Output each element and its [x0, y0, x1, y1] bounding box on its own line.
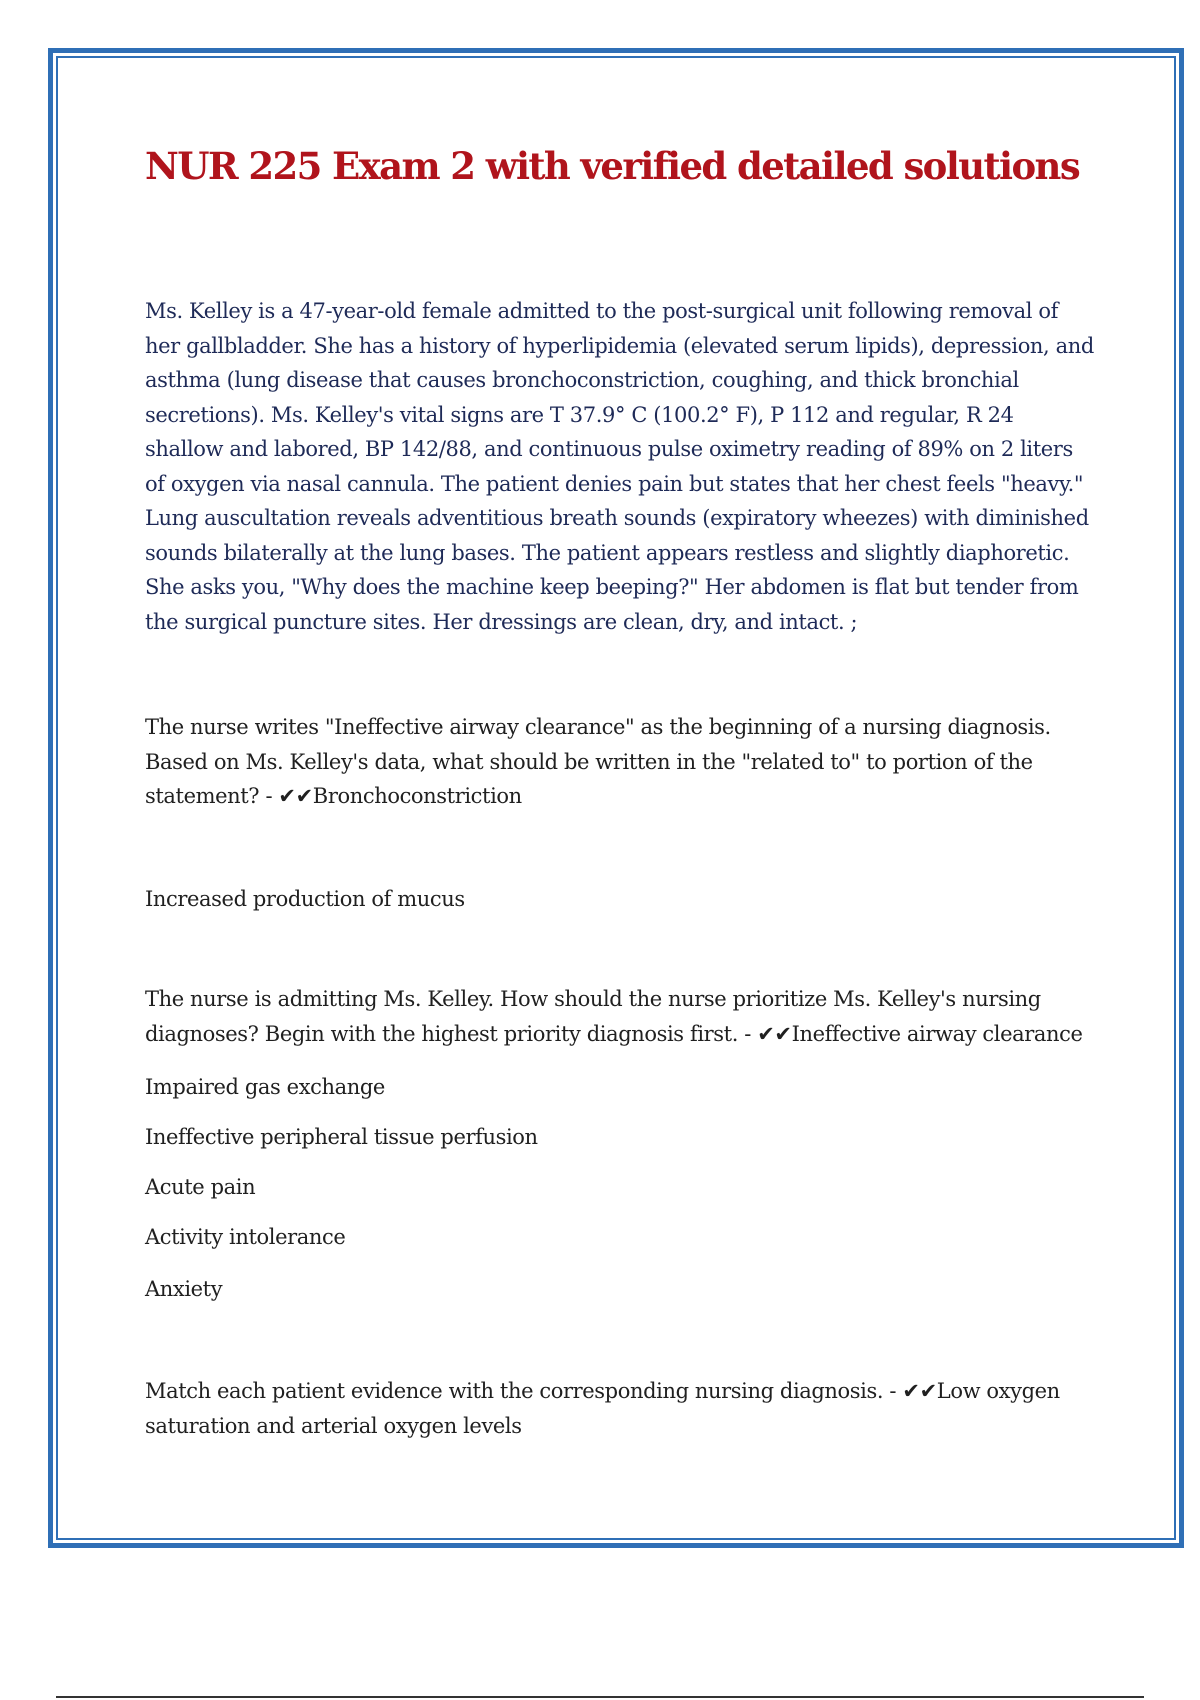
question-3: Match each patient evidence with the corresponding nursing diagnosis. - ✔✔Low oxygen saturation and arterial oxygen levels [145, 1379, 1060, 1438]
priority-list-item: Ineffective peripheral tissue perfusion [145, 1125, 538, 1149]
question-1-extra-answer: Increased production of mucus [145, 887, 465, 911]
priority-list-item: Activity intolerance [145, 1225, 346, 1249]
question-1: The nurse writes "Ineffective airway clearance" as the beginning of a nursing diagnosis. Based on Ms. Kelley's data, what should be written in the "related to" to portion of the statement? - ✔✔Bronchoconstriction [145, 715, 1051, 808]
priority-list-item: Impaired gas exchange [145, 1075, 385, 1099]
case-scenario: Ms. Kelley is a 47-year-old female admitted to the post-surgical unit following removal of her gallbladder. She has a history of hyperlipidemia (elevated serum lipids), depression, and asthma (lung disease that causes bronchoconstriction, coughing, and thick bronchial secretions). Ms. Kelley's vital signs are T 37.9° C (100.2° F), P 112 and regular, R 24 shallow and labored, BP 142/88, and continuous pulse oximetry reading of 89% on 2 liters of oxygen via nasal cannula. The patient denies pain but states that her chest feels "heavy." Lung auscultation reveals adventitious breath sounds (expiratory wheezes) with diminished sounds bilaterally at the lung bases. The patient appears restless and slightly diaphoretic. She asks you, "Why does the machine keep beeping?" Her abdomen is flat but tender from the surgical puncture sites. Her dressings are clean, dry, and intact. ; [145, 299, 1094, 634]
priority-list-item: Acute pain [145, 1175, 256, 1199]
priority-list-item: Anxiety [145, 1277, 223, 1301]
footer-divider [56, 1696, 1144, 1698]
question-2: The nurse is admitting Ms. Kelley. How should the nurse prioritize Ms. Kelley's nursing diagnoses? Begin with the highest priority diagnosis first. - ✔✔Ineffective airway clearance [145, 987, 1083, 1046]
document-title: NUR 225 Exam 2 with verified detailed solutions [145, 144, 1080, 188]
